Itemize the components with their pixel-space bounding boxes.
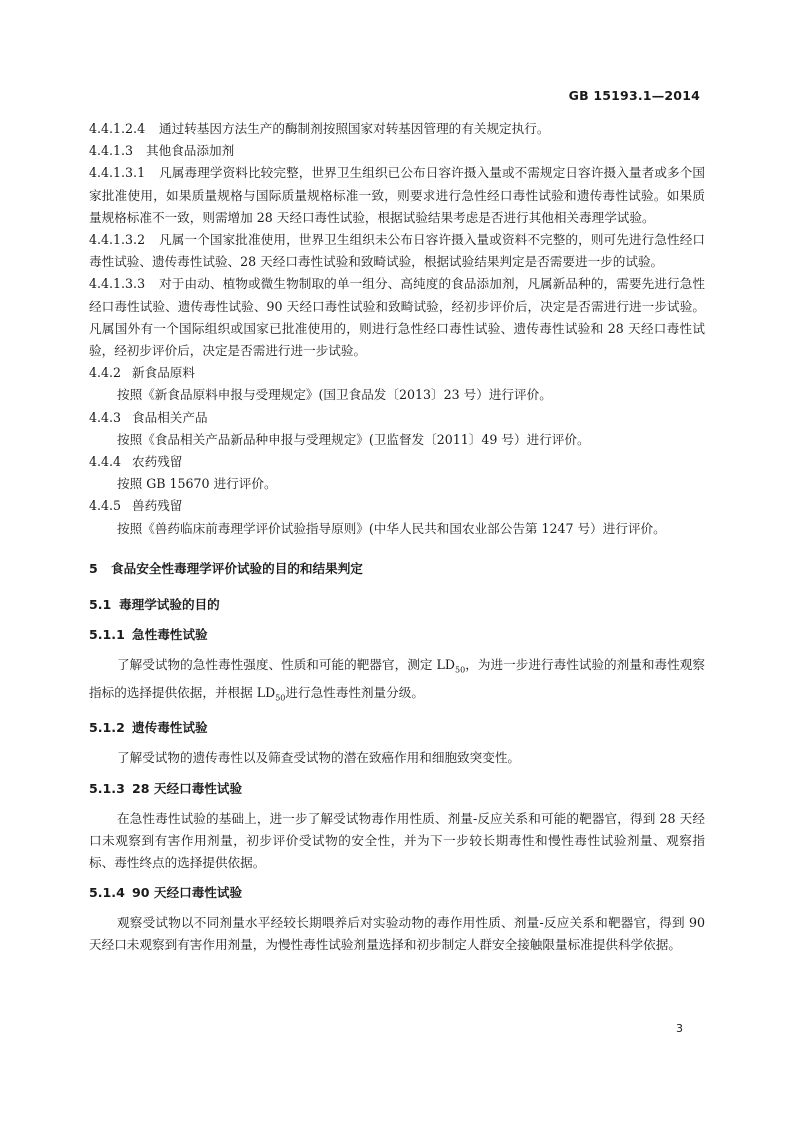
section-5-1-2-text: 了解受试物的遗传毒性以及筛查受试物的潜在致癌作用和细胞致突变性。 (117, 750, 520, 766)
standard-number: GB 15193.1—2014 (568, 88, 700, 103)
clause-title: 食品相关产品 (132, 409, 208, 425)
section-title: 遗传毒性试验 (132, 720, 208, 736)
clause-4-4-1-3 (89, 140, 705, 162)
clause-title: 新食品原料 (132, 365, 195, 381)
page-content (89, 118, 705, 957)
section-title: 毒理学试验的目的 (119, 596, 220, 612)
clause-number: 4.4.1.3.1 (89, 165, 146, 181)
section-number: 5.1.1 (89, 626, 125, 642)
clause-4-4-3-heading (89, 407, 705, 429)
section-number: 5 (89, 560, 98, 576)
clause-4-4-4-heading (89, 451, 705, 473)
clause-4-4-3-text: 按照《食品相关产品新品种申报与受理规定》(卫监督发〔2011〕49 号）进行评价。 (117, 431, 590, 447)
clause-text: 通过转基因方法生产的酶制剂按照国家对转基因管理的有关规定执行。 (159, 121, 550, 136)
clause-number: 4.4.1.3.2 (89, 232, 146, 248)
subscript: 50 (455, 665, 466, 675)
clause-4-4-4-text: 按照 GB 15670 进行评价。 (117, 476, 277, 492)
clause-title: 其他食品添加剂 (146, 143, 235, 159)
clause-number: 4.4.1.3.3 (89, 276, 146, 292)
text-part: 进行急性毒性剂量分级。 (285, 684, 424, 700)
section-title: 90 天经口毒性试验 (132, 885, 243, 901)
section-5-heading (89, 558, 705, 580)
clause-number: 4.4.1.3 (89, 143, 134, 159)
section-number: 5.1 (89, 596, 112, 612)
page-number: 3 (676, 1022, 683, 1035)
section-5-1-2-heading (89, 717, 705, 739)
clause-4-4-5-text: 按照《兽药临床前毒理学评价试验指导原则》(中华人民共和国农业部公告第 1247 号）进行评价。 (117, 520, 666, 536)
clause-number: 4.4.1.2.4 (89, 121, 146, 136)
clause-4-4-1-2-4 (89, 118, 705, 140)
clause-4-4-1-3-2 (89, 229, 705, 273)
section-5-1-3-text: 在急性毒性试验的基础上，进一步了解受试物毒作用性质、剂量-反应关系和可能的靶器官，得到 28 天经口未观察到有害作用剂量，初步评价受试物的安全性，并为下一步较长期毒性和慢性毒性试验剂量、观察指标、毒性终点的选择提供依据。 (89, 810, 705, 870)
section-number: 5.1.2 (89, 720, 125, 736)
clause-number: 4.4.4 (89, 454, 122, 470)
section-5-1-3-heading (89, 778, 705, 800)
clause-text: 凡属毒理学资料比较完整，世界卫生组织已公布日容许摄入量或不需规定日容许摄入量者或多个国家批准使用，如果质量规格与国际质量规格标准一致，则要求进行急性经口毒性试验和遗传毒性试验。如果质量规格标准不一致，则需增加 28 天经口毒性试验，根据试验结果考虑是否进行其他相关毒理学试验。 (89, 165, 705, 225)
section-5-1-4-text: 观察受试物以不同剂量水平经较长期喂养后对实验动物的毒作用性质、剂量-反应关系和靶器官，得到 90 天经口未观察到有害作用剂量，为慢性毒性试验剂量选择和初步制定人群安全接触限量标准提供科学依据。 (89, 915, 705, 953)
section-title: 急性毒性试验 (132, 626, 208, 642)
clause-4-4-5-heading (89, 495, 705, 517)
clause-4-4-1-3-3 (89, 273, 705, 362)
text-part: ，为进一步进行毒性试验的剂量和毒性观察指标的选择提供依据，并根据 LD (89, 656, 705, 700)
section-5-1-1-text (89, 654, 705, 709)
clause-4-4-2-heading (89, 362, 705, 384)
clause-number: 4.4.5 (89, 498, 122, 514)
text-part: 了解受试物的急性毒性强度、性质和可能的靶器官，测定 LD (117, 656, 456, 672)
section-number: 5.1.3 (89, 780, 125, 796)
section-title: 食品安全性毒理学评价试验的目的和结果判定 (111, 560, 363, 576)
clause-text: 凡属一个国家批准使用，世界卫生组织未公布日容许摄入量或资料不完整的，则可先进行急性经口毒性试验、遗传毒性试验、28 天经口毒性试验和致畸试验，根据试验结果判定是否需要进一步的试验。 (89, 232, 705, 270)
section-number: 5.1.4 (89, 885, 125, 901)
section-5-1-4-heading (89, 882, 705, 904)
section-5-1-heading (89, 594, 705, 616)
clause-4-4-2-text: 按照《新食品原料申报与受理规定》(国卫食品发〔2013〕23 号）进行评价。 (117, 387, 552, 403)
clause-number: 4.4.2 (89, 365, 122, 381)
clause-text: 对于由动、植物或微生物制取的单一组分、高纯度的食品添加剂，凡属新品种的，需要先进行急性经口毒性试验、遗传毒性试验、90 天经口毒性试验和致畸试验，经初步评价后，决定是否需进行进一步试验。凡属国外有一个国际组织或国家已批准使用的，则进行急性经口毒性试验、遗传毒性试验和 28 天经口毒性试验，经初步评价后，决定是否需进行进一步试验。 (89, 276, 705, 359)
clause-4-4-1-3-1 (89, 162, 705, 229)
clause-number: 4.4.3 (89, 409, 122, 425)
clause-title: 农药残留 (132, 454, 183, 470)
section-5-1-1-heading (89, 624, 705, 646)
subscript: 50 (275, 693, 286, 703)
section-title: 28 天经口毒性试验 (132, 780, 243, 796)
clause-title: 兽药残留 (132, 498, 183, 514)
